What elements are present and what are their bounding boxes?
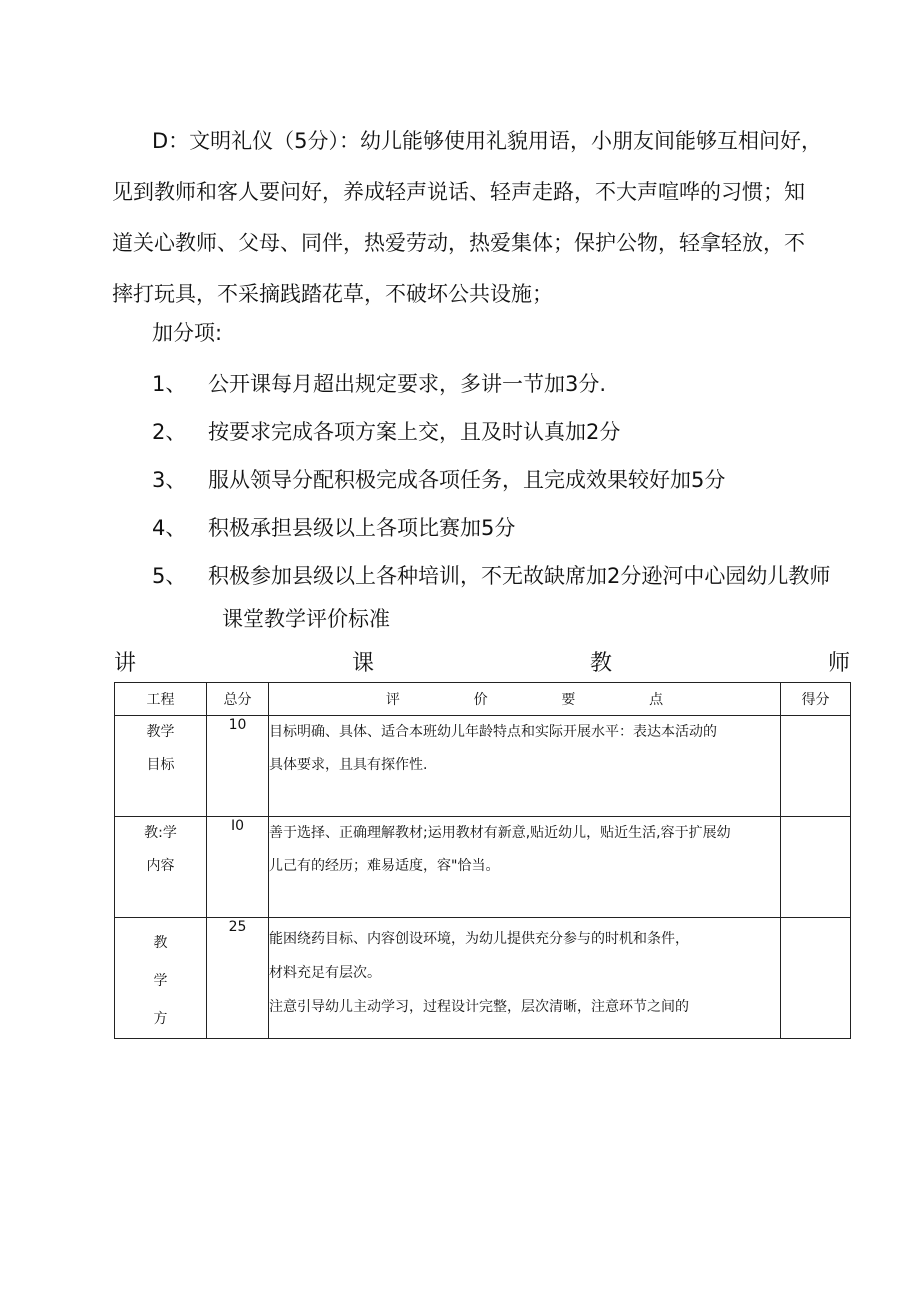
bonus-item (152, 561, 830, 591)
paragraph-line: 摔打玩具，不采摘践踏花草，不破坏公共设施； (112, 282, 553, 306)
lecturer-char: 教 (589, 651, 612, 676)
table-row (115, 817, 851, 918)
requirement-line: 目标明确、具体、适合本班幼儿年龄特点和实际开展水平：表达本活动的 (269, 724, 717, 740)
row-score (781, 716, 851, 817)
row-category (115, 817, 207, 918)
bonus-section-title: 加分项: (152, 321, 223, 345)
bonus-item-number: 2、 (152, 420, 187, 444)
header-score: 得分 (781, 683, 851, 716)
category-text: 教 (153, 935, 168, 951)
lecturer-char: 讲 (114, 651, 137, 676)
row-score (781, 918, 851, 1039)
row-requirements (269, 716, 781, 817)
category-text: 教学 (146, 724, 175, 740)
bonus-item (152, 369, 606, 399)
header-requirements-char: 要 (561, 692, 576, 708)
row-total: I0 (207, 817, 269, 918)
header-requirements-char: 点 (649, 692, 664, 708)
row-total: 10 (207, 716, 269, 817)
category-text: 内容 (146, 858, 175, 874)
table-header-row (115, 683, 851, 716)
requirement-line: 材料充足有层次。 (269, 965, 381, 981)
requirement-line: 具体要求，且具有探作性. (269, 757, 428, 773)
bonus-item-number: 3、 (152, 468, 187, 492)
requirement-line: 善于选择、正确理解教材;运用教材有新意,贴近幼儿，贴近生活,容于扩展幼 (269, 825, 731, 841)
paragraph-line: D：文明礼仪（5分）：幼儿能够使用礼貌用语，小朋友间能够互相问好， (152, 129, 823, 153)
bonus-item (152, 465, 725, 495)
category-text: 方 (153, 1011, 168, 1027)
requirement-line: 儿己有的经历；难易适度，容"恰当。 (269, 858, 500, 874)
requirement-line: 注意引导幼儿主动学习，过程设计完整，层次清晰，注意环节之间的 (269, 999, 689, 1015)
bonus-item-text: 按要求完成各项方案上交，且及时认真加2分 (208, 420, 621, 444)
evaluation-table (114, 682, 851, 1039)
evaluation-standard-title: 课堂教学评价标准 (222, 607, 390, 631)
lecturer-char: 师 (827, 651, 850, 676)
category-text: 目标 (146, 757, 175, 773)
row-requirements (269, 817, 781, 918)
requirement-line: 能困绕药目标、内容创设环境，为幼儿提供充分参与的时机和条件， (269, 931, 689, 947)
row-requirements (269, 918, 781, 1039)
paragraph-line: 见到教师和客人要问好，养成轻声说话、轻声走路，不大声喧哗的习惯；知 (112, 180, 805, 204)
bonus-item-number: 1、 (152, 372, 187, 396)
header-requirements-char: 评 (385, 692, 400, 708)
bonus-item-text: 公开课每月超出规定要求，多讲一节加3分. (208, 372, 607, 396)
table-row (115, 918, 851, 1039)
row-total: 25 (207, 918, 269, 1039)
category-text: 学 (153, 973, 168, 989)
category-text: 教:学 (144, 825, 177, 841)
row-category (115, 918, 207, 1039)
header-requirements-char: 价 (473, 692, 488, 708)
bonus-item-text: 积极参加县级以上各种培训，不无故缺席加2分逊河中心园幼儿教师 (208, 564, 831, 588)
header-requirements (269, 683, 781, 716)
bonus-item (152, 513, 515, 543)
bonus-item-text: 积极承担县级以上各项比赛加5分 (208, 516, 516, 540)
bonus-item (152, 417, 620, 447)
bonus-item-number: 4、 (152, 516, 187, 540)
header-total: 总分 (207, 683, 269, 716)
bonus-item-text: 服从领导分配积极完成各项任务，且完成效果较好加5分 (208, 468, 726, 492)
paragraph-line: 道关心教师、父母、同伴，热爱劳动，热爱集体；保护公物，轻拿轻放，不 (112, 231, 805, 255)
header-item: 工程 (115, 683, 207, 716)
lecturer-label-row (114, 648, 850, 680)
bonus-item-number: 5、 (152, 564, 187, 588)
row-category (115, 716, 207, 817)
lecturer-char: 课 (351, 651, 374, 676)
table-row (115, 716, 851, 817)
row-score (781, 817, 851, 918)
civility-paragraph (112, 116, 852, 320)
